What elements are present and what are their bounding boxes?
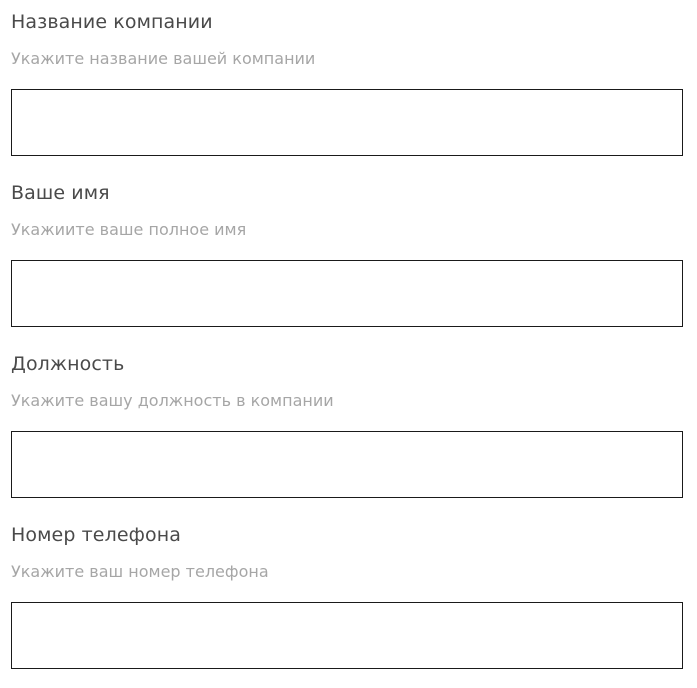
phone-input[interactable] (11, 602, 683, 669)
full-name-input[interactable] (11, 260, 683, 327)
full-name-label: Ваше имя (11, 182, 110, 204)
position-input[interactable] (11, 431, 683, 498)
full-name-hint: Укажиите ваше полное имя (11, 220, 247, 239)
phone-hint: Укажите ваш номер телефона (11, 562, 269, 581)
position-hint: Укажите вашу должность в компании (11, 391, 334, 410)
phone-field-group (11, 513, 683, 684)
company-name-field-group (11, 0, 683, 171)
phone-label: Номер телефона (11, 524, 181, 546)
position-field-group (11, 342, 683, 513)
contact-form (11, 0, 683, 684)
company-name-label: Название компании (11, 11, 213, 33)
position-label: Должность (11, 353, 125, 375)
full-name-field-group (11, 171, 683, 342)
company-name-input[interactable] (11, 89, 683, 156)
company-name-hint: Укажите название вашей компании (11, 49, 316, 68)
